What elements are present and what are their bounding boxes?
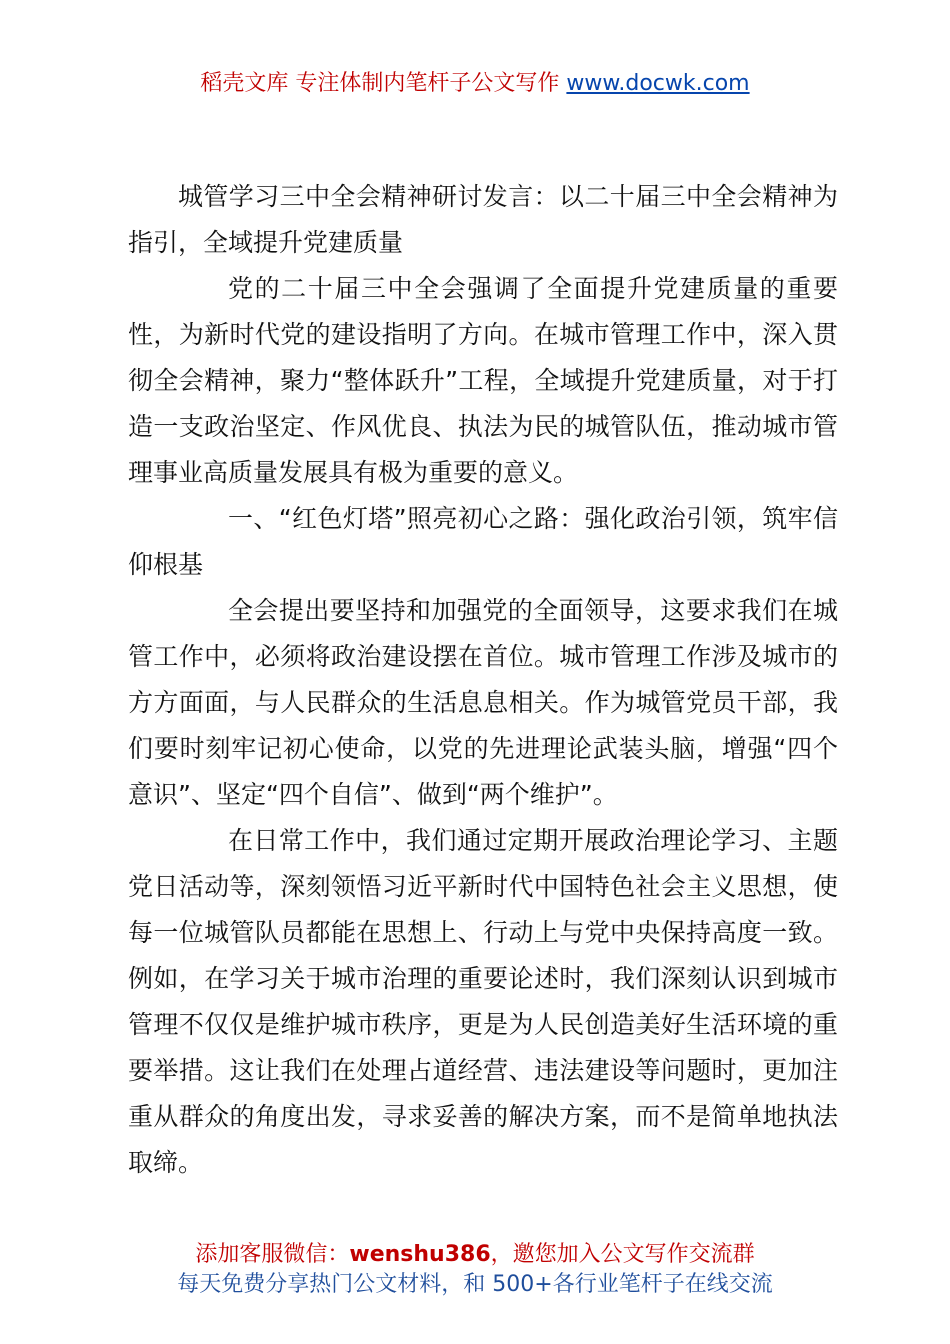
paragraph-body-2: 在日常工作中，我们通过定期开展政治理论学习、主题党日活动等，深刻领悟习近平新时代中国特色社会主义思想，使每一位城管队员都能在思想上、行动上与党中央保持高度一致。例如，在学习关于城市治理的重要论述时，我们深刻认识到城市管理不仅仅是维护城市秩序，更是为人民创造美好生活环境的重要举措。这让我们在处理占道经营、违法建设等问题时，更加注重从群众的角度出发，寻求妥善的解决方案，而不是简单地执法取缔。 — [128, 826, 838, 1177]
paragraph-intro: 党的二十届三中全会强调了全面提升党建质量的重要性，为新时代党的建设指明了方向。在城市管理工作中，深入贯彻全会精神，聚力“整体跃升”工程，全域提升党建质量，对于打造一支政治坚定、作风优良、执法为民的城管队伍，推动城市管理事业高质量发展具有极为重要的意义。 — [128, 274, 838, 487]
document-title: 城管学习三中全会精神研讨发言：以二十届三中全会精神为指引，全域提升党建质量 — [128, 182, 838, 257]
footer-line-contact — [0, 1240, 950, 1270]
footer-wechat-id: wenshu386 — [349, 1242, 491, 1267]
document-body — [128, 174, 838, 1186]
footer-contact-prefix: 添加客服微信： — [195, 1242, 350, 1267]
section-heading-1: 一、“红色灯塔”照亮初心之路：强化政治引领，筑牢信仰根基 — [128, 504, 838, 579]
page-header — [0, 68, 950, 100]
header-url-link[interactable]: www.docwk.com — [566, 71, 750, 96]
page-footer — [0, 1240, 950, 1300]
footer-contact-suffix: ，邀您加入公文写作交流群 — [490, 1242, 755, 1267]
footer-line-share: 每天免费分享热门公文材料，和 500+各行业笔杆子在线交流 — [177, 1272, 773, 1297]
paragraph-body-1: 全会提出要坚持和加强党的全面领导，这要求我们在城管工作中，必须将政治建设摆在首位。城市管理工作涉及城市的方方面面，与人民群众的生活息息相关。作为城管党员干部，我们要时刻牢记初心使命，以党的先进理论武装头脑，增强“四个意识”、坚定“四个自信”、做到“两个维护”。 — [128, 596, 838, 809]
header-site-text: 稻壳文库 专注体制内笔杆子公文写作 — [200, 71, 567, 96]
